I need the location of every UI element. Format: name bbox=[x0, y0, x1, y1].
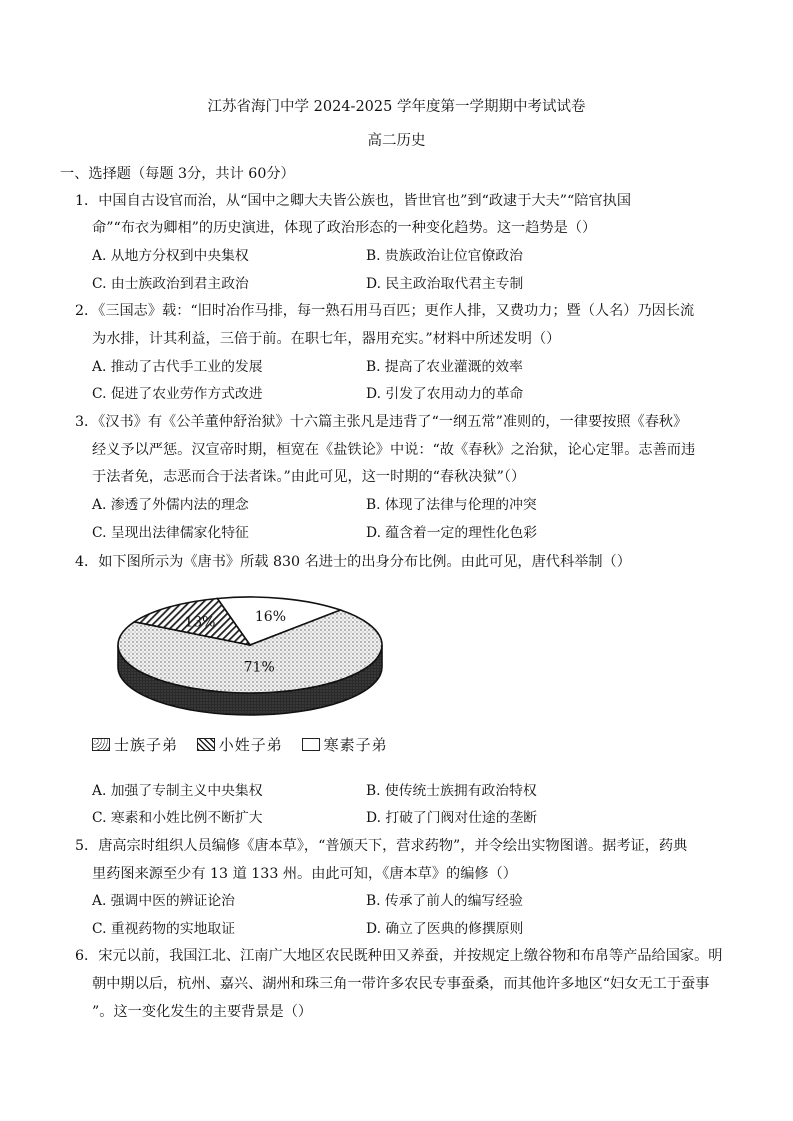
q1-option-a: A. 从地方分权到中央集权 bbox=[92, 248, 249, 264]
q5-stem-line1: 5．唐高宗时组织人员编修《唐本草》，“普颁天下，营求药物”，并令绘出实物图谱。据考证，药典 bbox=[75, 838, 688, 854]
q3-option-a: A. 渗透了外儒内法的理念 bbox=[92, 497, 249, 513]
legend-item-xiaoxing bbox=[197, 735, 283, 755]
q1-option-b: B. 贵族政治让位官僚政治 bbox=[366, 248, 523, 264]
legend-item-hansu bbox=[302, 735, 388, 755]
q2-option-b: B. 提高了农业灌溉的效率 bbox=[366, 359, 523, 375]
q5-option-d: D. 确立了医典的修撰原则 bbox=[366, 921, 524, 937]
q5-option-c: C. 重视药物的实地取证 bbox=[92, 921, 236, 937]
q1-option-c: C. 由士族政治到君主政治 bbox=[92, 276, 249, 292]
legend-label: 小姓子弟 bbox=[218, 736, 283, 754]
q4-stem-line1: 4．如下图所示为《唐书》所载 830 名进士的出身分布比例。由此可见，唐代科举制（） bbox=[75, 554, 631, 570]
q1-stem-line2: 命”“布衣为卿相”的历史演进，体现了政治形态的一种变化趋势。这一趋势是（） bbox=[92, 220, 597, 236]
q6-stem-line1: 6．宋元以前，我国江北、江南广大地区农民既种田又养蚕，并按规定上缴谷物和布帛等产品给国家。明 bbox=[75, 948, 723, 964]
exam-title: 江苏省海门中学 2024-2025 学年度第一学期期中考试试卷 bbox=[207, 99, 586, 115]
q3-option-d: D. 蕴含着一定的理性化色彩 bbox=[366, 525, 538, 541]
legend-swatch-dotted bbox=[92, 738, 110, 751]
q2-option-d: D. 引发了农用动力的革命 bbox=[366, 386, 524, 402]
q4-option-d: D. 打破了门阀对仕途的垄断 bbox=[366, 810, 538, 826]
q6-stem-line3: ”。这一变化发生的主要背景是（） bbox=[92, 1004, 313, 1020]
pie-label-shizu: 71% bbox=[243, 659, 275, 676]
q3-stem-line2: 经义予以严惩。汉宣帝时期，桓宽在《盐铁论》中说：“故《春秋》之治狱，论心定罪。志善而违 bbox=[92, 442, 696, 458]
legend-item-shizu bbox=[92, 735, 178, 755]
q1-stem-line1: 1．中国自古设官而治，从“国中之卿大夫皆公族也，皆世官也”到“政逮于大夫”“陪官执国 bbox=[75, 193, 632, 209]
q3-option-c: C. 呈现出法律儒家化特征 bbox=[92, 525, 249, 541]
q6-stem-line2: 朝中期以后，杭州、嘉兴、湖州和珠三角一带许多农民专事蚕桑，而其他许多地区“妇女无工于蚕事 bbox=[92, 976, 710, 992]
pie-label-xiaoxing: 13% bbox=[184, 614, 216, 631]
legend-label: 寒素子弟 bbox=[323, 736, 388, 754]
q2-option-c: C. 促进了农业劳作方式改进 bbox=[92, 386, 263, 402]
q5-option-b: B. 传承了前人的编写经验 bbox=[366, 893, 523, 909]
q5-stem-line2: 里药图来源至少有 13 道 133 州。由此可知，《唐本草》的编修（） bbox=[92, 866, 517, 882]
subject-title: 高二历史 bbox=[367, 133, 426, 149]
q3-stem-line3: 于法者免，志恶而合于法者诛。”由此可见，这一时期的“春秋决狱”（） bbox=[92, 469, 526, 485]
q2-stem-line2: 为水排，计其利益，三倍于前。在职七年，器用充实。”材料中所述发明（） bbox=[92, 331, 561, 347]
q2-option-a: A. 推动了古代手工业的发展 bbox=[92, 359, 263, 375]
section-heading: 一、选择题（每题 3分，共计 60分） bbox=[60, 166, 295, 182]
q4-option-b: B. 使传统士族拥有政治特权 bbox=[366, 783, 537, 799]
q1-option-d: D. 民主政治取代君主专制 bbox=[366, 276, 524, 292]
q3-stem-line1: 3．《汉书》有《公羊董仲舒治狱》十六篇主张凡是违背了“一纲五常”准则的，一律要按照《春秋》 bbox=[75, 414, 688, 430]
pie-label-hansu: 16% bbox=[254, 609, 287, 626]
q5-option-a: A. 强调中医的辨证论治 bbox=[92, 893, 235, 909]
pie-chart bbox=[92, 585, 412, 730]
q4-option-c: C. 寒素和小姓比例不断扩大 bbox=[92, 810, 263, 826]
legend-swatch-blank bbox=[302, 738, 320, 751]
q3-option-b: B. 体现了法律与伦理的冲突 bbox=[366, 497, 537, 513]
chart-legend bbox=[92, 735, 402, 755]
q2-stem-line1: 2．《三国志》载：“旧时冶作马排，每一熟石用马百匹；更作人排，又费功力；暨（人名）乃因长流 bbox=[75, 303, 695, 319]
q4-option-a: A. 加强了专制主义中央集权 bbox=[92, 783, 263, 799]
legend-label: 士族子弟 bbox=[114, 736, 179, 754]
legend-swatch-hatched bbox=[197, 738, 215, 751]
